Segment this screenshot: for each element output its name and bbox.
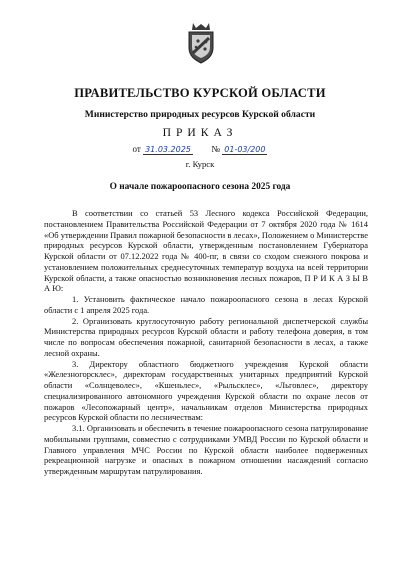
document-body (44, 208, 368, 477)
date-prefix: от (132, 144, 141, 154)
document-title: О начале пожароопасного сезона 2025 года (109, 182, 291, 192)
coat-of-arms-icon (184, 20, 218, 64)
document-type: ПРИКАЗ (162, 126, 238, 139)
paragraph-3-1: 3.1. Организовать и обеспечить в течение пожароопасного сезона патрулирование мобильными группами, совместно с сотрудниками УМВД России по Курской области и Главного управления МЧС России по Курской области наиболее подверженных рекреационной нагрузке и опасных в пожарном отношении насаждений согласно утвержденным маршрутам патрулирования. (44, 423, 368, 476)
date-value: 31.03.2025 (145, 145, 191, 154)
paragraph-2: 2. Организовать круглосуточную работу региональной диспетчерской службы Министерства природных ресурсов Курской области и работу телефона доверия, в том числе по вопросам обеспечения пожарной, санитарной безопасности в лесах, а также лесной охраны. (44, 315, 368, 358)
ministry-name: Министерство природных ресурсов Курской области (84, 109, 316, 120)
number-prefix: № (211, 144, 220, 154)
government-name: ПРАВИТЕЛЬСТВО КУРСКОЙ ОБЛАСТИ (74, 86, 326, 100)
paragraph-3: 3. Директору областного бюджетного учреждения Курской области «Железногорсклес», директорам государственных унитарных предприятий Курской области «Солнцеволес», «Кшеньлес», «Рыльсклес», «Льговлес», директору специализированного автономного учреждения Курской области по охране лесов от пожаров «Лесопожарный центр», начальникам отделов Министерства природных ресурсов Курской области по лесничествам: (44, 358, 368, 423)
date-number-line (0, 144, 400, 154)
paragraph-preamble: В соответствии со статьей 53 Лесного кодекса Российской Федерации, постановлением Правительства Российской Федерации от 7 октября 2020 года № 1614 «Об утверждении Правил пожарной безопасности в лесах», Положением о Министерстве природных ресурсов Курской области, утвержденным постановлением Губернатора Курской области от 07.12.2022 года № 400-пг, в связи со сходом снежного покрова и установлением положительных среднесуточных температур воздуха на всей территории Курской области, а также опасностью возникновения лесных пожаров, П Р И К А З Ы В А Ю: (44, 208, 368, 294)
number-value: 01-03/200 (224, 145, 266, 154)
paragraph-1: 1. Установить фактическое начало пожароопасного сезона в лесах Курской области с 1 апреля 2025 года. (44, 294, 368, 315)
city: г. Курск (185, 159, 215, 169)
